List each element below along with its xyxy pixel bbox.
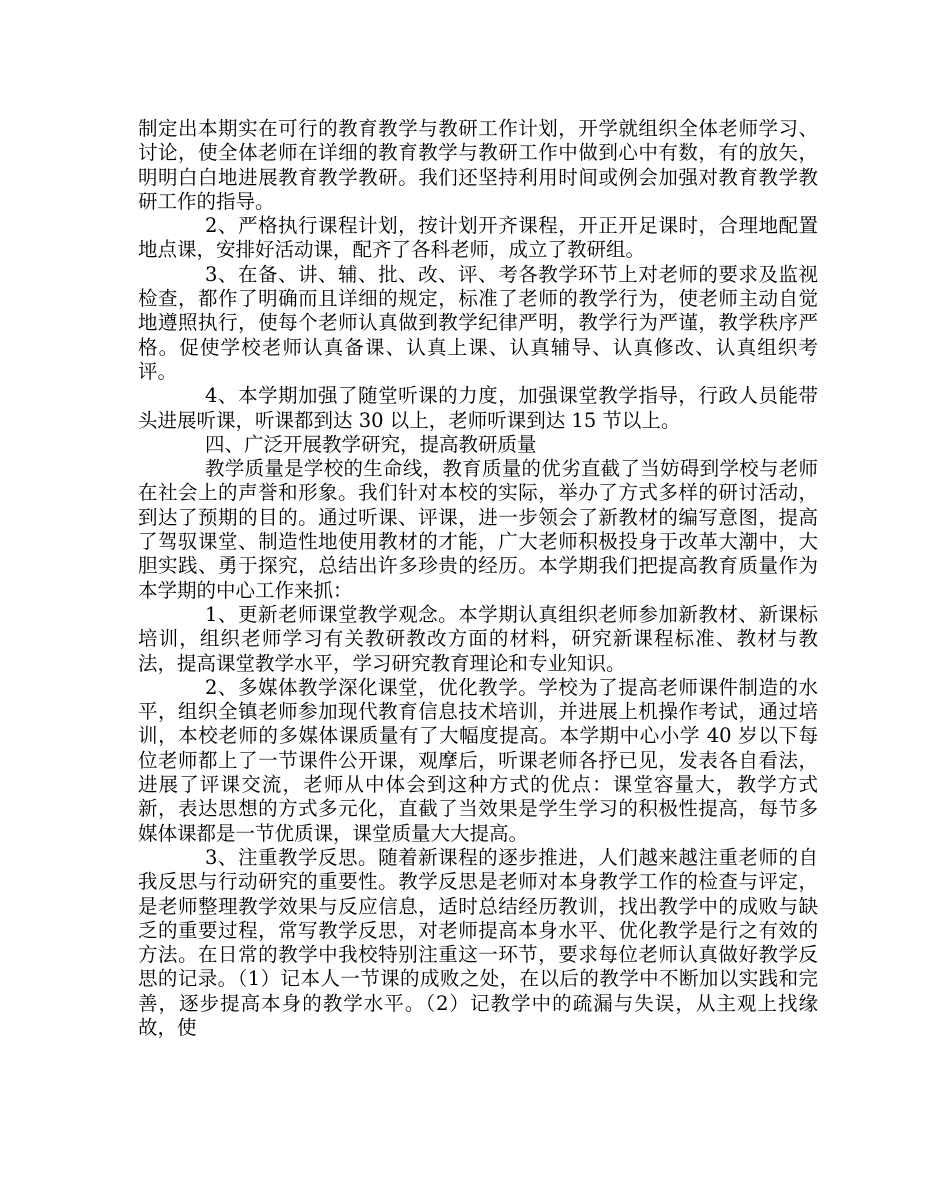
paragraph-teaching-quality: 教学质量是学校的生命线，教育质量的优劣直截了当妨碍到学校与老师在社会上的声誉和形象。我们针对本校的实际，举办了方式多样的研讨活动，到达了预期的目的。通过听课、评课，进一步领会了新教材的编写意图，提高了驾驭课堂、制造性地使用教材的才能，广大老师积极投身于改革大潮中，大胆实践、勇于探究，总结出许多珍贵的经历。本学期我们把提高教育质量作为本学期的中心工作来抓：: [138, 457, 818, 602]
paragraph-plan-intro: 制定出本期实在可行的教育教学与教研工作计划，开学就组织全体老师学习、讨论，使全体老师在详细的教育教学与教研工作中做到心中有数，有的放矢，明明白白地进展教育教学教研。我们还坚持利用时间或例会加强对教育教学教研工作的指导。: [138, 117, 818, 213]
document-page: [138, 117, 818, 1040]
paragraph-reflection: 3、注重教学反思。随着新课程的逐步推进，人们越来越注重老师的自我反思与行动研究的重要性。教学反思是老师对本身教学工作的检查与评定，是老师整理教学效果与反应信息，适时总结经历教训，找出教学中的成败与缺乏的重要过程，常写教学反思，对老师提高本身水平、优化教学是行之有效的方法。在日常的教学中我校特别注重这一环节，要求每位老师认真做好教学反思的记录。（1）记本人一节课的成败之处，在以后的教学中不断加以实践和完善，逐步提高本身的教学水平。（2）记教学中的疏漏与失误，从主观上找缘故，使: [138, 845, 818, 1039]
paragraph-lesson-observation: 4、本学期加强了随堂听课的力度，加强课堂教学指导，行政人员能带头进展听课，听课都到达 30 以上，老师听课到达 15 节以上。: [138, 384, 818, 432]
paragraph-teaching-steps: 3、在备、讲、辅、批、改、评、考各教学环节上对老师的要求及监视检查，都作了明确而且详细的规定，标准了老师的教学行为，使老师主动自觉地遵照执行，使每个老师认真做到教学纪律严明，教学行为严谨，教学秩序严格。促使学校老师认真备课、认真上课、认真辅导、认真修改、认真组织考评。: [138, 262, 818, 383]
section-heading-research: 四、广泛开展教学研究，提高教研质量: [205, 432, 537, 456]
paragraph-update-concepts: 1、更新老师课堂教学观念。本学期认真组织老师参加新教材、新课标培训，组织老师学习有关教研教改方面的材料，研究新课程标准、教材与教法，提高课堂教学水平，学习研究教育理论和专业知识。: [138, 602, 818, 675]
paragraph-course-plan: 2、严格执行课程计划，按计划开齐课程，开正开足课时，合理地配置地点课，安排好活动课，配齐了各科老师，成立了教研组。: [138, 214, 818, 262]
paragraph-multimedia: 2、多媒体教学深化课堂，优化教学。学校为了提高老师课件制造的水平，组织全镇老师参加现代教育信息技术培训，并进展上机操作考试，通过培训，本校老师的多媒体课质量有了大幅度提高。本学期中心小学 40 岁以下每位老师都上了一节课件公开课，观摩后，听课老师各抒已见，发表各自看法，进展了评课交流，老师从中体会到这种方式的优点：课堂容量大，教学方式新，表达思想的方式多元化，直截了当效果是学生学习的积极性提高，每节多媒体课都是一节优质课，课堂质量大大提高。: [138, 675, 818, 845]
